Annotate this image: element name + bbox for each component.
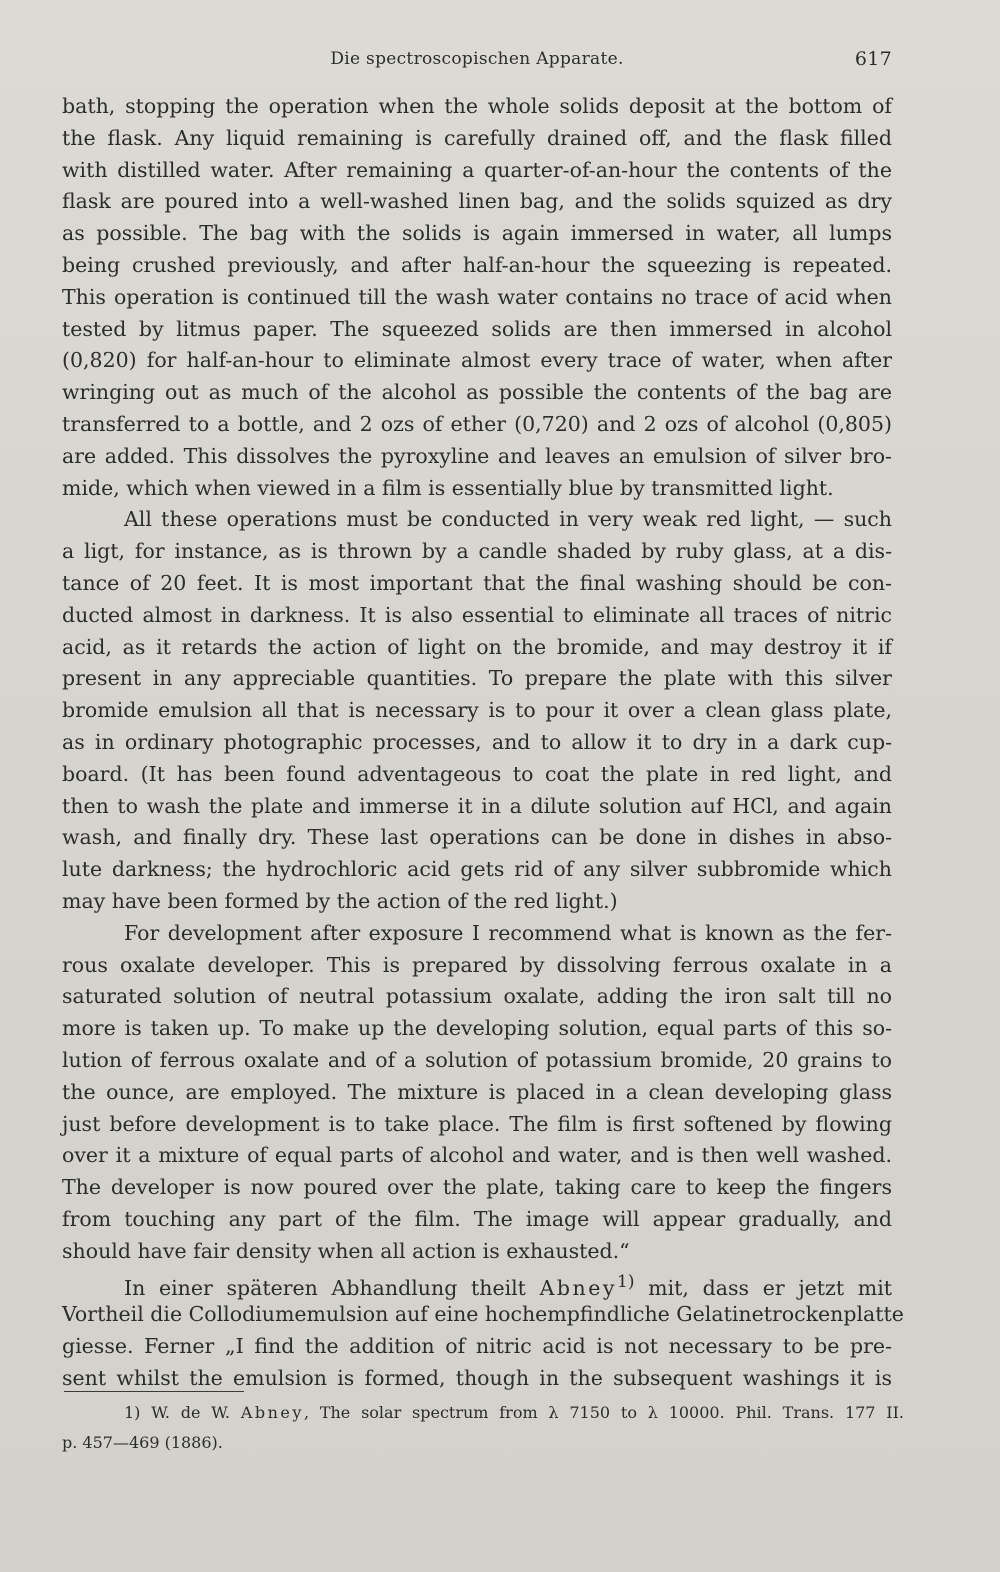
text-line: as possible. The bag with the solids is again immersed in water, all lumps xyxy=(62,221,892,246)
footnote-line: p. 457—469 (1886). xyxy=(62,1433,223,1452)
footnote-mark: 1) xyxy=(616,1272,635,1293)
running-head-title: Die spectroscopischen Apparate. xyxy=(330,49,624,69)
text-line: as in ordinary photographic processes, and to allow it to dry in a dark cup- xyxy=(62,729,892,754)
text-line: The developer is now poured over the plate, taking care to keep the fingers xyxy=(62,1175,892,1200)
text-line: over it a mixture of equal parts of alcohol and water, and is then well washed. xyxy=(62,1143,892,1168)
text-line: flask are poured into a well-washed linen bag, and the solids squized as dry xyxy=(62,189,892,214)
text-line: sent whilst the emulsion is formed, though in the subsequent washings it is xyxy=(62,1365,892,1390)
text-line: from touching any part of the film. The image will appear gradually, and xyxy=(62,1206,892,1231)
paragraph-start-line: All these operations must be conducted in very weak red light, — such xyxy=(124,507,892,532)
author-name: Abney xyxy=(539,1276,617,1301)
text-line: This operation is continued till the wash water contains no trace of acid when xyxy=(62,284,892,309)
text-line: bromide emulsion all that is necessary is to pour it over a clean glass plate, xyxy=(62,698,892,723)
text-line: ducted almost in darkness. It is also essential to eliminate all traces of nitric xyxy=(62,602,892,627)
paragraph-start-line xyxy=(62,1267,892,1299)
text-line: (0,820) for half-an-hour to eliminate almost every trace of water, when after xyxy=(62,348,892,373)
text-line: saturated solution of neutral potassium oxalate, adding the iron salt till no xyxy=(62,984,892,1009)
text-line: the ounce, are employed. The mixture is placed in a clean developing glass xyxy=(62,1079,892,1104)
text-line: present in any appreciable quantities. To prepare the plate with this silver xyxy=(62,666,892,691)
footnote-number: 1) xyxy=(124,1403,141,1422)
body-text xyxy=(62,91,904,1395)
footnotes xyxy=(62,1398,904,1458)
running-head xyxy=(62,46,892,72)
text-fragment: In einer späteren Abhandlung theilt xyxy=(124,1276,540,1301)
text-line: wash, and finally dry. These last operations can be done in dishes in abso- xyxy=(62,825,892,850)
author-name: Abney xyxy=(240,1403,304,1422)
footnote xyxy=(62,1398,904,1428)
text-line: with distilled water. After remaining a quarter-of-an-hour the contents of the xyxy=(62,157,892,182)
text-fragment: W. de W. xyxy=(151,1403,241,1422)
text-line: are added. This dissolves the pyroxyline and leaves an emulsion of silver bro- xyxy=(62,443,892,468)
text-line: rous oxalate developer. This is prepared by dissolving ferrous oxalate in a xyxy=(62,952,892,977)
text-line: may have been formed by the action of the red light.) xyxy=(62,888,618,913)
page-number: 617 xyxy=(854,48,892,70)
text-fragment: , The solar spectrum from λ 7150 to λ 10000. Phil. Trans. 177 II. xyxy=(303,1403,905,1422)
text-line: mide, which when viewed in a film is essentially blue by transmitted light. xyxy=(62,475,834,500)
text-line: tance of 20 feet. It is most important that the final washing should be con- xyxy=(62,570,892,595)
paragraph-start-line: For development after exposure I recommend what is known as the fer- xyxy=(124,920,892,945)
text-line: bath, stopping the operation when the whole solids deposit at the bottom of xyxy=(62,94,892,118)
text-line: more is taken up. To make up the developing solution, equal parts of this so- xyxy=(62,1016,892,1041)
text-line: board. (It has been found adventageous to coat the plate in red light, and xyxy=(62,761,892,786)
text-line: being crushed previously, and after half-an-hour the squeezing is repeated. xyxy=(62,252,892,277)
text-line: lution of ferrous oxalate and of a solution of potassium bromide, 20 grains to xyxy=(62,1047,892,1072)
text-line: lute darkness; the hydrochloric acid gets rid of any silver subbromide which xyxy=(62,857,892,882)
text-line: giesse. Ferner „I find the addition of nitric acid is not necessary to be pre- xyxy=(62,1334,892,1359)
footnote-divider xyxy=(64,1391,244,1392)
text-line: acid, as it retards the action of light on the bromide, and may destroy it if xyxy=(62,634,892,659)
text-line: a ligt, for instance, as is thrown by a candle shaded by ruby glass, at a dis- xyxy=(62,539,892,564)
text-line: just before development is to take place. The film is first softened by flowing xyxy=(62,1111,892,1136)
text-line: Vortheil die Collodiumemulsion auf eine hochempfindliche Gelatinetrockenplatte xyxy=(62,1302,904,1327)
text-line: then to wash the plate and immerse it in a dilute solution auf HCl, and again xyxy=(62,793,892,818)
text-line: wringing out as much of the alcohol as possible the contents of the bag are xyxy=(62,380,892,405)
text-fragment: mit, dass er jetzt mit xyxy=(634,1276,892,1301)
text-line: should have fair density when all action is exhausted.“ xyxy=(62,1238,630,1263)
text-line: tested by litmus paper. The squeezed solids are then immersed in alcohol xyxy=(62,316,892,341)
text-line: transferred to a bottle, and 2 ozs of ether (0,720) and 2 ozs of alcohol (0,805) xyxy=(62,411,892,436)
text-line: the flask. Any liquid remaining is carefully drained off, and the flask filled xyxy=(62,125,892,150)
